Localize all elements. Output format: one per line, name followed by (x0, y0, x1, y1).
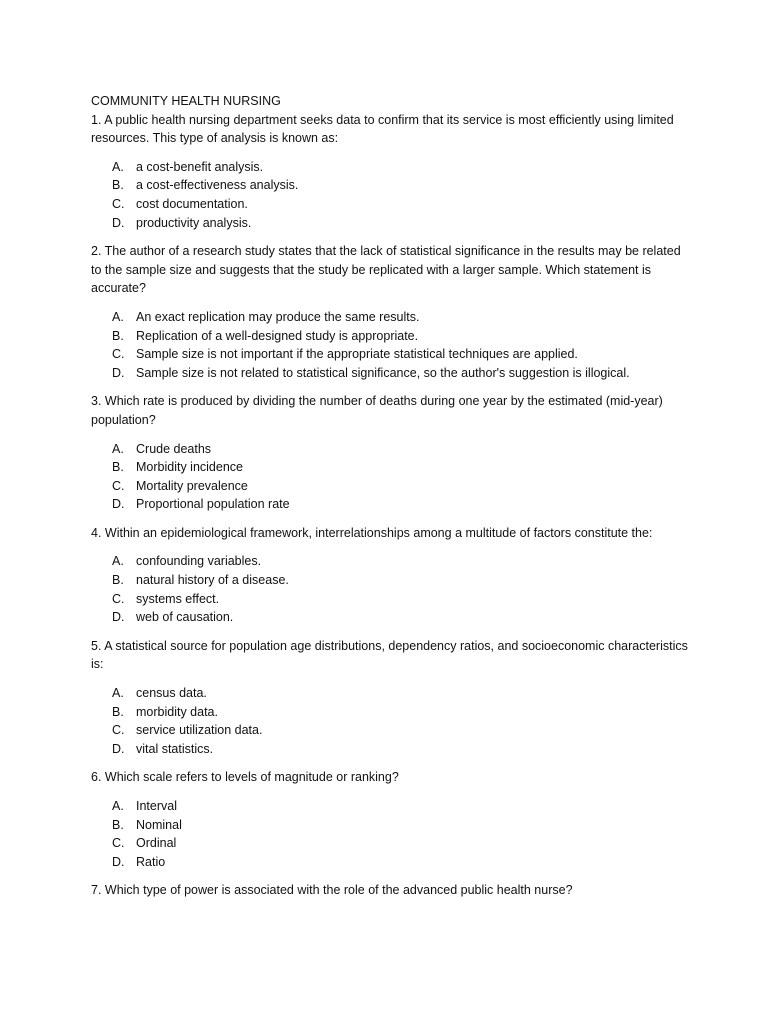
option-item (112, 740, 691, 759)
question-text: 7. Which type of power is associated with the role of the advanced public health nurse? (91, 883, 573, 898)
option-item (112, 458, 691, 477)
option-text: web of causation. (136, 610, 234, 625)
option-letter: C. (112, 196, 125, 211)
option-list (91, 158, 691, 232)
option-letter: B. (112, 817, 124, 832)
option-text: Nominal (136, 817, 182, 832)
option-text: Ordinal (136, 836, 177, 851)
option-text: confounding variables. (136, 554, 262, 569)
option-text: vital statistics. (136, 741, 214, 756)
option-list (91, 684, 691, 758)
option-item (112, 158, 691, 177)
option-item (112, 797, 691, 816)
question-text: 4. Within an epidemiological framework, interrelationships among a multitude of factors constitute the: (91, 525, 653, 540)
option-item (112, 684, 691, 703)
option-letter: D. (112, 741, 125, 756)
question-text: 5. A statistical source for population age distributions, dependency ratios, and socioeconomic characteristics is: (91, 638, 688, 672)
option-letter: B. (112, 178, 124, 193)
option-text: census data. (136, 686, 207, 701)
option-item (112, 703, 691, 722)
option-item (112, 477, 691, 496)
option-list (91, 440, 691, 514)
option-list (91, 552, 691, 626)
question-3 (91, 392, 691, 514)
option-text: An exact replication may produce the same results. (136, 309, 420, 324)
option-text: Sample size is not important if the appropriate statistical techniques are applied. (136, 347, 578, 362)
option-letter: A. (112, 554, 124, 569)
option-text: Replication of a well-designed study is appropriate. (136, 328, 419, 343)
document-title: COMMUNITY HEALTH NURSING (91, 94, 281, 108)
question-text: 1. A public health nursing department seeks data to confirm that its service is most efficiently using limited resources. This type of analysis is known as: (91, 112, 674, 146)
question-text: 6. Which scale refers to levels of magnitude or ranking? (91, 770, 399, 785)
option-item (112, 176, 691, 195)
option-letter: D. (112, 365, 125, 380)
option-item (112, 195, 691, 214)
option-item (112, 853, 691, 872)
option-letter: D. (112, 610, 125, 625)
option-letter: D. (112, 497, 125, 512)
option-item (112, 721, 691, 740)
option-letter: A. (112, 441, 124, 456)
option-letter: C. (112, 347, 125, 362)
option-text: morbidity data. (136, 704, 218, 719)
option-text: cost documentation. (136, 196, 248, 211)
option-item (112, 214, 691, 233)
option-text: Sample size is not related to statistical significance, so the author's suggestion is illogical. (136, 365, 630, 380)
option-letter: D. (112, 215, 125, 230)
option-letter: A. (112, 799, 124, 813)
option-letter: B. (112, 704, 124, 719)
option-text: Ratio (136, 854, 166, 869)
option-list (91, 308, 691, 382)
option-item (112, 552, 691, 571)
option-letter: A. (112, 686, 124, 701)
option-text: Proportional population rate (136, 497, 290, 512)
option-text: a cost-effectiveness analysis. (136, 178, 299, 193)
question-6 (91, 768, 691, 871)
option-item (112, 571, 691, 590)
option-text: service utilization data. (136, 723, 263, 738)
option-item (112, 440, 691, 459)
option-text: systems effect. (136, 591, 220, 606)
option-letter: C. (112, 478, 125, 493)
option-item (112, 495, 691, 514)
option-item (112, 308, 691, 327)
option-item (112, 345, 691, 364)
option-text: productivity analysis. (136, 215, 252, 230)
option-letter: A. (112, 159, 124, 174)
option-letter: B. (112, 460, 124, 475)
option-text: Morbidity incidence (136, 460, 243, 475)
option-letter: B. (112, 573, 124, 588)
option-text: a cost-benefit analysis. (136, 159, 264, 174)
question-2 (91, 242, 691, 382)
option-text: Mortality prevalence (136, 478, 248, 493)
document-page (91, 92, 691, 900)
option-text: Interval (136, 799, 177, 813)
question-text: 2. The author of a research study states that the lack of statistical significance in the results may be related to the sample size and suggests that the study be replicated with a larger sample. Which statement is accurate? (91, 244, 681, 296)
option-item (112, 590, 691, 609)
option-item (112, 834, 691, 853)
option-letter: A. (112, 309, 124, 324)
question-4 (91, 524, 691, 627)
option-text: natural history of a disease. (136, 573, 289, 588)
option-letter: C. (112, 591, 125, 606)
option-item (112, 608, 691, 627)
question-text: 3. Which rate is produced by dividing the number of deaths during one year by the estimated (mid-year) population? (91, 394, 663, 427)
option-item (112, 327, 691, 346)
question-1 (91, 111, 691, 233)
option-letter: C. (112, 723, 125, 738)
option-letter: D. (112, 854, 125, 869)
option-list (91, 797, 691, 871)
question-7 (91, 881, 691, 900)
option-letter: B. (112, 328, 124, 343)
question-5 (91, 637, 691, 759)
option-item (112, 364, 691, 383)
option-item (112, 816, 691, 835)
option-text: Crude deaths (136, 441, 212, 456)
option-letter: C. (112, 836, 125, 851)
